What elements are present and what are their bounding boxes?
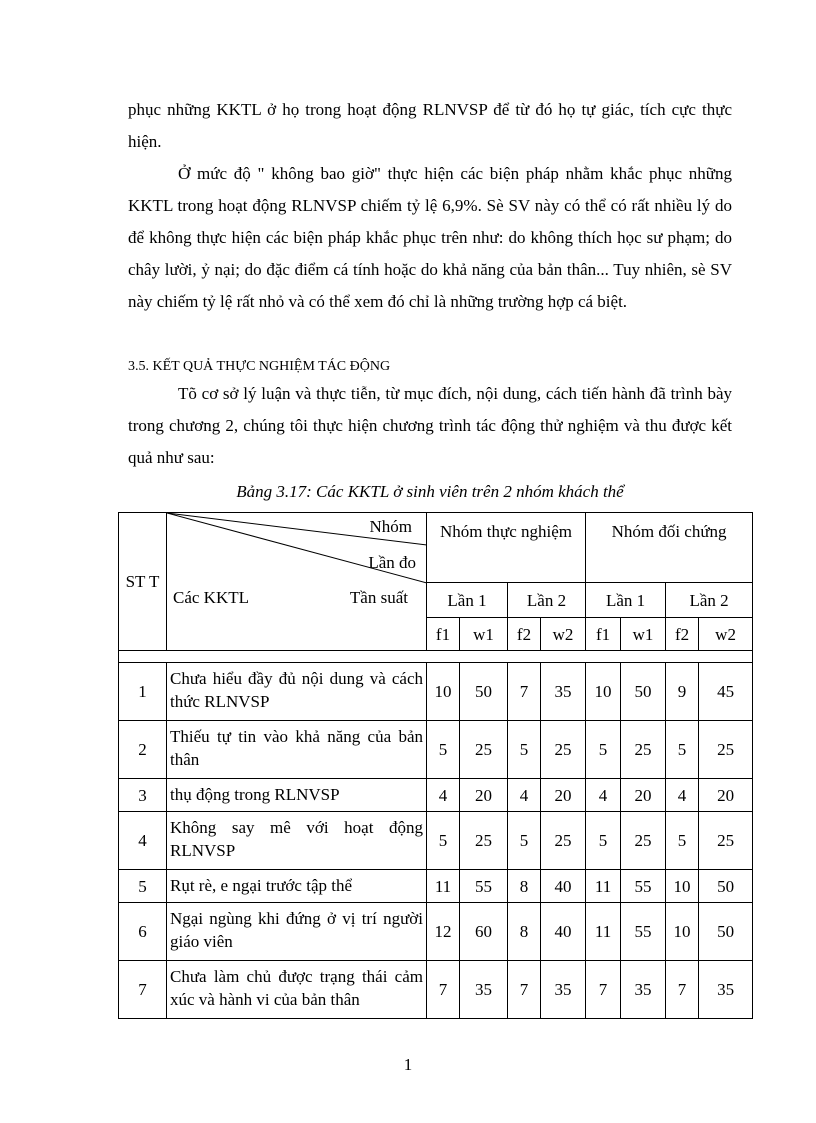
row-value: 11 xyxy=(427,870,460,903)
tn-lan-1: Lần 1 xyxy=(427,583,508,618)
row-value: 10 xyxy=(586,663,621,721)
group-thuc-nghiem: Nhóm thực nghiệm xyxy=(427,513,586,583)
row-value: 60 xyxy=(460,903,508,961)
paragraph-intro-table: Tõ cơ sở lý luận và thực tiễn, từ mục đích, nội dung, cách tiến hành đã trình bày trong chương 2, chúng tôi thực hiện chương trình tác động thử nghiệm và thu được kết quả như sau: xyxy=(128,384,732,467)
row-kktl-label: Chưa làm chủ được trạng thái cảm xúc và hành vi của bản thân xyxy=(167,961,427,1019)
row-value: 35 xyxy=(460,961,508,1019)
sub-header: f1 xyxy=(427,618,460,651)
row-value: 50 xyxy=(699,903,753,961)
row-kktl-label: Rụt rè, e ngại trước tập thể xyxy=(167,870,427,903)
row-value: 25 xyxy=(699,721,753,779)
group-doi-chung: Nhóm đối chứng xyxy=(586,513,753,583)
row-kktl-label: Không say mê với hoạt động RLNVSP xyxy=(167,812,427,870)
table-caption: Bảng 3.17: Các KKTL ở sinh viên trên 2 nhóm khách thể xyxy=(236,482,624,501)
row-value: 8 xyxy=(508,870,541,903)
row-value: 4 xyxy=(666,779,699,812)
row-value: 55 xyxy=(460,870,508,903)
row-value: 8 xyxy=(508,903,541,961)
row-value: 5 xyxy=(427,812,460,870)
row-value: 20 xyxy=(460,779,508,812)
section-heading: 3.5. KẾT QUẢ THỰC NGHIỆM TÁC ĐỘNG xyxy=(128,359,391,374)
row-value: 25 xyxy=(460,812,508,870)
sub-header: w2 xyxy=(699,618,753,651)
row-stt: 2 xyxy=(119,721,167,779)
row-value: 12 xyxy=(427,903,460,961)
sub-header: w1 xyxy=(621,618,666,651)
row-value: 4 xyxy=(508,779,541,812)
kktl-table xyxy=(118,512,753,1019)
table-body xyxy=(119,663,753,1019)
paragraph-continuation: phục những KKTL ở họ trong hoạt động RLNVSP để từ đó họ tự giác, tích cực thực hiện. xyxy=(128,100,732,151)
row-value: 4 xyxy=(427,779,460,812)
stt-header: ST T xyxy=(119,513,167,651)
page-number: 1 xyxy=(403,1055,413,1074)
sub-header: w1 xyxy=(460,618,508,651)
row-stt: 5 xyxy=(119,870,167,903)
row-value: 25 xyxy=(699,812,753,870)
row-value: 4 xyxy=(586,779,621,812)
row-kktl-label: thụ động trong RLNVSP xyxy=(167,779,427,812)
row-value: 25 xyxy=(541,721,586,779)
row-value: 50 xyxy=(460,663,508,721)
row-value: 7 xyxy=(666,961,699,1019)
row-value: 5 xyxy=(586,721,621,779)
table-row xyxy=(119,663,753,721)
row-value: 50 xyxy=(621,663,666,721)
sub-header: f2 xyxy=(666,618,699,651)
row-value: 25 xyxy=(621,721,666,779)
row-kktl-label: Chưa hiểu đầy đủ nội dung và cách thức RLNVSP xyxy=(167,663,427,721)
row-kktl-label: Ngại ngùng khi đứng ở vị trí người giáo viên xyxy=(167,903,427,961)
row-value: 9 xyxy=(666,663,699,721)
row-value: 50 xyxy=(699,870,753,903)
dc-lan-1: Lần 1 xyxy=(586,583,666,618)
row-value: 45 xyxy=(699,663,753,721)
dc-lan-2: Lần 2 xyxy=(666,583,753,618)
row-value: 5 xyxy=(586,812,621,870)
row-value: 5 xyxy=(427,721,460,779)
row-value: 20 xyxy=(621,779,666,812)
table-row xyxy=(119,779,753,812)
row-value: 20 xyxy=(541,779,586,812)
row-value: 25 xyxy=(541,812,586,870)
row-value: 35 xyxy=(621,961,666,1019)
diagonal-header-cell xyxy=(167,513,427,651)
row-value: 55 xyxy=(621,870,666,903)
row-value: 25 xyxy=(460,721,508,779)
row-value: 35 xyxy=(541,663,586,721)
row-value: 10 xyxy=(666,870,699,903)
row-value: 10 xyxy=(666,903,699,961)
row-stt: 7 xyxy=(119,961,167,1019)
paragraph-khong-bao-gio: Ở mức độ " không bao giờ" thực hiện các biện pháp nhằm khắc phục những KKTL trong hoạt động RLNVSP chiếm tỷ lệ 6,9%. Sè SV này có thể có rất nhiều lý do để không thực hiện các biện pháp khắc phục trên như: do không thích học sư phạm; do chây lười, ỷ nại; do đặc điểm cá tính hoặc do khả năng của bản thân... Tuy nhiên, sè SV này chiếm tỷ lệ rất nhỏ và có thể xem đó chỉ là những trường hợp cá biệt. xyxy=(128,164,732,311)
row-value: 7 xyxy=(508,961,541,1019)
tn-lan-2: Lần 2 xyxy=(508,583,586,618)
row-value: 25 xyxy=(621,812,666,870)
row-value: 55 xyxy=(621,903,666,961)
diag-label-lan-do: Lần đo xyxy=(368,553,416,572)
row-value: 7 xyxy=(586,961,621,1019)
sub-header: f1 xyxy=(586,618,621,651)
row-value: 5 xyxy=(666,721,699,779)
row-value: 7 xyxy=(427,961,460,1019)
row-value: 35 xyxy=(699,961,753,1019)
sub-header: f2 xyxy=(508,618,541,651)
diag-label-tan-suat: Tần suất xyxy=(349,588,408,607)
row-stt: 1 xyxy=(119,663,167,721)
diag-label-cac-kktl: Các KKTL xyxy=(173,588,250,607)
row-value: 10 xyxy=(427,663,460,721)
row-value: 40 xyxy=(541,903,586,961)
table-row xyxy=(119,903,753,961)
row-value: 5 xyxy=(666,812,699,870)
row-value: 5 xyxy=(508,812,541,870)
row-value: 7 xyxy=(508,663,541,721)
row-value: 40 xyxy=(541,870,586,903)
row-value: 20 xyxy=(699,779,753,812)
row-stt: 4 xyxy=(119,812,167,870)
table-row xyxy=(119,721,753,779)
row-value: 11 xyxy=(586,870,621,903)
row-kktl-label: Thiếu tự tin vào khả năng của bản thân xyxy=(167,721,427,779)
row-stt: 3 xyxy=(119,779,167,812)
table-row xyxy=(119,870,753,903)
row-stt: 6 xyxy=(119,903,167,961)
row-value: 35 xyxy=(541,961,586,1019)
row-value: 5 xyxy=(508,721,541,779)
row-value: 11 xyxy=(586,903,621,961)
table-row xyxy=(119,961,753,1019)
diag-label-nhom: Nhóm xyxy=(369,517,412,536)
sub-header: w2 xyxy=(541,618,586,651)
table-row xyxy=(119,812,753,870)
